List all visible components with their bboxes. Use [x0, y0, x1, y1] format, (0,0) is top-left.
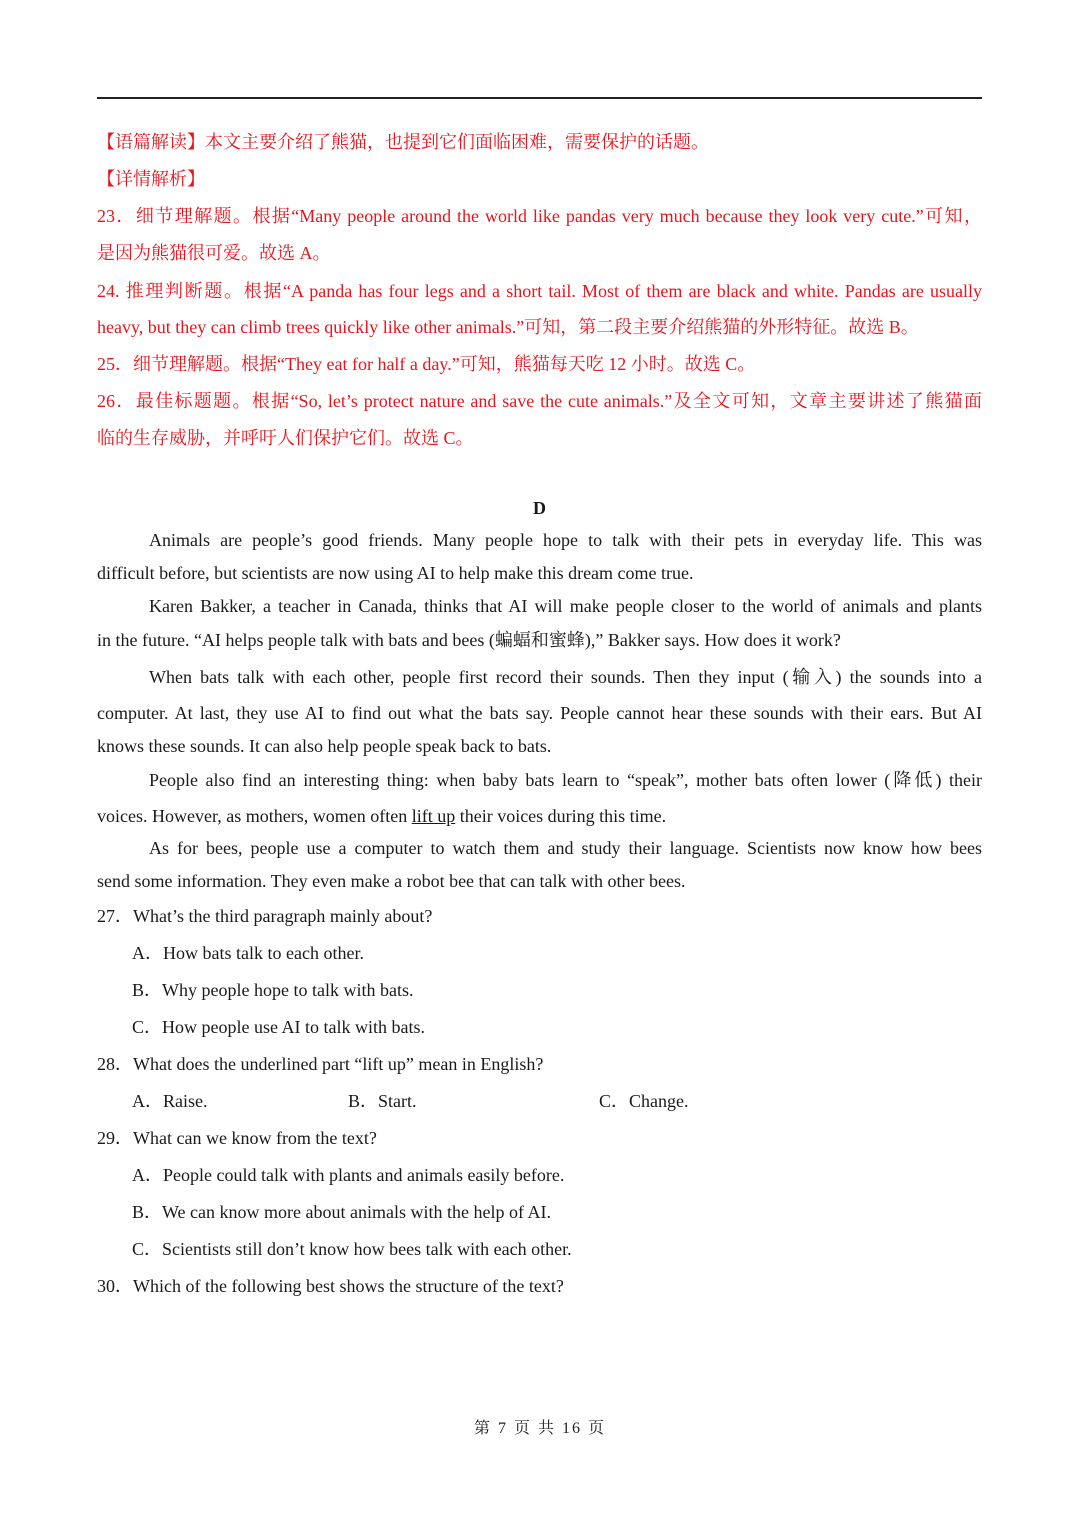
- question-29-option-b: B．We can know more about animals with the help of AI.: [132, 1202, 551, 1222]
- question-27-option-c: C．How people use AI to talk with bats.: [132, 1017, 425, 1037]
- analysis-q25: 25．细节理解题。根据“They eat for half a day.”可知，熊猫每天吃 12 小时。故选 C。: [97, 354, 756, 374]
- question-28-option-b: B．Start.: [348, 1091, 417, 1111]
- analysis-summary: 【语篇解读】本文主要介绍了熊猫，也提到它们面临困难，需要保护的话题。: [97, 132, 709, 152]
- page-footer: 第 7 页 共 16 页: [473, 1420, 606, 1437]
- analysis-q23-line2: 是因为熊猫很可爱。故选 A。: [97, 243, 331, 263]
- passage-p1-line2: difficult before, but scientists are now using AI to help make this dream come true.: [97, 563, 694, 583]
- question-30: 30．Which of the following best shows the structure of the text?: [97, 1276, 564, 1296]
- underlined-phrase: lift up: [411, 806, 456, 826]
- question-29-option-c: C．Scientists still don’t know how bees talk with each other.: [132, 1239, 572, 1259]
- analysis-q23-line1: 23．细节理解题。根据“Many people around the world like pandas very much because they look very cute.”可知，: [97, 206, 982, 226]
- question-28-option-c: C．Change.: [599, 1091, 689, 1111]
- passage-p3-line3: knows these sounds. It can also help people speak back to bats.: [97, 736, 552, 756]
- question-29: 29．What can we know from the text?: [97, 1128, 377, 1148]
- top-rule: [97, 97, 982, 99]
- analysis-q26-line1: 26．最佳标题题。根据“So, let’s protect nature and save the cute animals.”及全文可知，文章主要讲述了熊猫面: [97, 391, 982, 411]
- passage-p2-line1: Karen Bakker, a teacher in Canada, thinks that AI will make people closer to the world of animals and plants: [149, 596, 982, 616]
- question-28: 28．What does the underlined part “lift up” mean in English?: [97, 1054, 544, 1074]
- question-27: 27．What’s the third paragraph mainly about?: [97, 906, 433, 926]
- question-27-option-a: A．How bats talk to each other.: [132, 943, 364, 963]
- question-29-option-a: A．People could talk with plants and animals easily before.: [132, 1165, 565, 1185]
- passage-title: D: [533, 498, 546, 518]
- analysis-q26-line2: 临的生存威胁，并呼吁人们保护它们。故选 C。: [97, 428, 474, 448]
- analysis-q24-line2: heavy, but they can climb trees quickly like other animals.”可知，第二段主要介绍熊猫的外形特征。故选 B。: [97, 317, 919, 337]
- passage-p3-line1: When bats talk with each other, people first record their sounds. Then they input (输入) the sounds into a: [149, 667, 982, 687]
- passage-p5-line1: As for bees, people use a computer to watch them and study their language. Scientists now know how bees: [149, 838, 982, 858]
- passage-p4-line1: People also find an interesting thing: when baby bats learn to “speak”, mother bats often lower (降低) their: [149, 770, 982, 790]
- analysis-q24-line1: 24. 推理判断题。根据“A panda has four legs and a short tail. Most of them are black and white. Pandas are usually: [97, 281, 982, 301]
- question-27-option-b: B．Why people hope to talk with bats.: [132, 980, 414, 1000]
- question-28-option-a: A．Raise.: [132, 1091, 208, 1111]
- passage-p1-line1: Animals are people’s good friends. Many people hope to talk with their pets in everyday life. This was: [149, 530, 982, 550]
- passage-p5-line2: send some information. They even make a robot bee that can talk with other bees.: [97, 871, 686, 891]
- p4-line2-pre: voices. However, as mothers, women often: [97, 806, 412, 826]
- passage-p2-line2: in the future. “AI helps people talk with bats and bees (蝙蝠和蜜蜂),” Bakker says. How does it work?: [97, 630, 841, 650]
- passage-p4-line2: [97, 804, 982, 828]
- p4-line2-post: their voices during this time.: [455, 806, 667, 826]
- analysis-detail-header: 【详情解析】: [97, 169, 205, 189]
- passage-p3-line2: computer. At last, they use AI to find out what the bats say. People cannot hear these sounds with their ears. But AI: [97, 703, 982, 723]
